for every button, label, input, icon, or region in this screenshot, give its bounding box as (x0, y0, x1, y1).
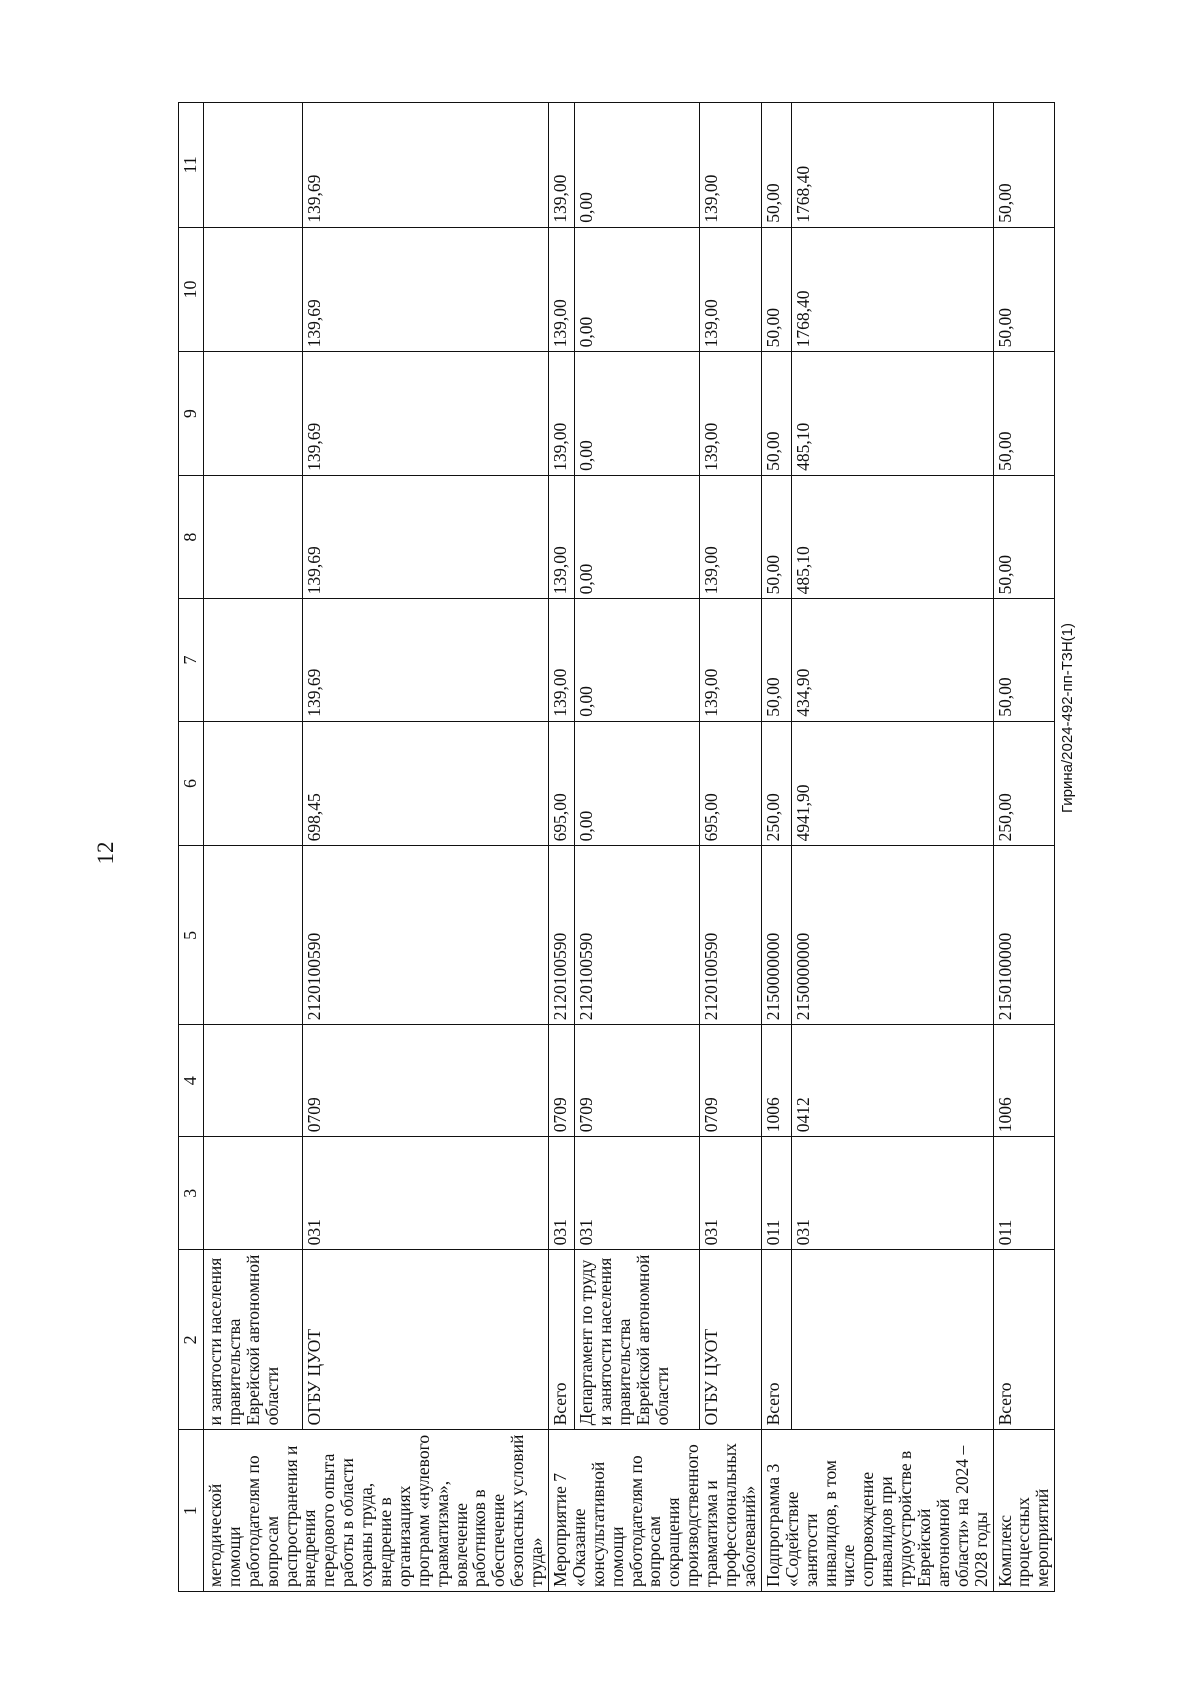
executor-cell: Всего (761, 1250, 791, 1430)
value-cell: 0709 (303, 1025, 549, 1137)
column-header: 8 (179, 475, 204, 599)
value-cell: 50,00 (993, 599, 1055, 721)
table-header-row (179, 103, 204, 1592)
value-cell: 1006 (993, 1025, 1055, 1137)
budget-table-container (178, 102, 1053, 1592)
value-cell (204, 599, 303, 721)
value-cell: 50,00 (993, 227, 1055, 352)
value-cell: 139,00 (699, 599, 761, 721)
value-cell: 139,00 (549, 227, 575, 352)
value-cell: 50,00 (993, 103, 1055, 228)
value-cell: 0709 (574, 1025, 699, 1137)
value-cell: 011 (761, 1137, 791, 1250)
value-cell: 139,69 (303, 475, 549, 599)
value-cell: 139,00 (699, 352, 761, 476)
document-code: Гирина/2024-492-пп-ТЗН(1) (1059, 622, 1076, 814)
value-cell: 2150100000 (993, 846, 1055, 1025)
value-cell: 50,00 (761, 352, 791, 476)
value-cell: 0,00 (574, 103, 699, 228)
column-header: 11 (179, 103, 204, 228)
row-title-cell: Комплекс процессных мероприятий (993, 1430, 1055, 1592)
value-cell: 50,00 (761, 475, 791, 599)
value-cell: 0,00 (574, 227, 699, 352)
value-cell: 250,00 (993, 721, 1055, 846)
column-header: 4 (179, 1025, 204, 1137)
value-cell: 698,45 (303, 721, 549, 846)
value-cell (204, 721, 303, 846)
value-cell: 2120100590 (303, 846, 549, 1025)
table-row (574, 103, 699, 1592)
value-cell: 0,00 (574, 475, 699, 599)
executor-cell: и занятости населения правительства Еврейской автономной области (204, 1250, 303, 1430)
value-cell (204, 475, 303, 599)
value-cell: 0709 (699, 1025, 761, 1137)
value-cell: 031 (574, 1137, 699, 1250)
value-cell: 139,00 (549, 599, 575, 721)
value-cell: 139,00 (549, 475, 575, 599)
column-header: 10 (179, 227, 204, 352)
value-cell (204, 846, 303, 1025)
executor-cell: Департамент по труду и занятости населения правительства Еврейской автономной области (574, 1250, 699, 1430)
column-header: 3 (179, 1137, 204, 1250)
value-cell: 139,69 (303, 227, 549, 352)
value-cell: 011 (993, 1137, 1055, 1250)
executor-cell: ОГБУ ЦУОТ (303, 1250, 549, 1430)
value-cell: 485,10 (792, 475, 993, 599)
value-cell: 4941,90 (792, 721, 993, 846)
row-title-cell: методической помощи работодателям по вопросам распространения и внедрения передового опыта работы в области охраны труда, внедрение в организациях программ «нулевого травматизма», вовлечение работников в обеспечение безопасных условий труда» (204, 1430, 549, 1592)
value-cell: 485,10 (792, 352, 993, 476)
value-cell: 1768,40 (792, 227, 993, 352)
value-cell: 695,00 (549, 721, 575, 846)
column-header: 1 (179, 1430, 204, 1592)
table-row (549, 103, 575, 1592)
page-number: 12 (93, 841, 118, 865)
value-cell (204, 103, 303, 228)
column-header: 6 (179, 721, 204, 846)
table-row (303, 103, 549, 1592)
value-cell: 139,00 (699, 103, 761, 228)
value-cell: 0709 (549, 1025, 575, 1137)
value-cell: 031 (303, 1137, 549, 1250)
row-title-cell: Мероприятие 7 «Оказание консультативной помощи работодателям по вопросам сокращения производственного травматизма и профессиональных заболеваний» (549, 1430, 762, 1592)
value-cell: 50,00 (761, 227, 791, 352)
value-cell: 139,00 (549, 103, 575, 228)
table-row (993, 103, 1055, 1592)
value-cell: 031 (792, 1137, 993, 1250)
value-cell (204, 352, 303, 476)
column-header: 9 (179, 352, 204, 476)
value-cell: 139,00 (699, 475, 761, 599)
executor-cell: Всего (993, 1250, 1055, 1430)
value-cell: 50,00 (761, 599, 791, 721)
value-cell: 1768,40 (792, 103, 993, 228)
value-cell: 50,00 (993, 475, 1055, 599)
table-row (699, 103, 761, 1592)
table-row (761, 103, 791, 1592)
value-cell: 031 (699, 1137, 761, 1250)
table-row (792, 103, 993, 1592)
value-cell: 0,00 (574, 721, 699, 846)
value-cell: 2150000000 (792, 846, 993, 1025)
executor-cell (792, 1250, 993, 1430)
value-cell: 139,00 (549, 352, 575, 476)
value-cell: 2150000000 (761, 846, 791, 1025)
value-cell: 0,00 (574, 352, 699, 476)
value-cell: 139,69 (303, 599, 549, 721)
value-cell: 139,00 (699, 227, 761, 352)
value-cell (204, 1025, 303, 1137)
value-cell: 50,00 (993, 352, 1055, 476)
value-cell: 250,00 (761, 721, 791, 846)
value-cell: 139,69 (303, 352, 549, 476)
value-cell: 2120100590 (549, 846, 575, 1025)
value-cell: 031 (549, 1137, 575, 1250)
table-row (204, 103, 303, 1592)
executor-cell: ОГБУ ЦУОТ (699, 1250, 761, 1430)
value-cell: 434,90 (792, 599, 993, 721)
value-cell (204, 1137, 303, 1250)
value-cell: 0,00 (574, 599, 699, 721)
value-cell: 0412 (792, 1025, 993, 1137)
value-cell: 1006 (761, 1025, 791, 1137)
value-cell: 695,00 (699, 721, 761, 846)
executor-cell: Всего (549, 1250, 575, 1430)
column-header: 2 (179, 1250, 204, 1430)
budget-table (178, 102, 1055, 1592)
row-title-cell: Подпрограмма 3 «Содействие занятости инвалидов, в том числе сопровождение инвалидов при трудоустройстве в Еврейской автономной области» на 2024 – 2028 годы (761, 1430, 993, 1592)
column-header: 7 (179, 599, 204, 721)
value-cell: 2120100590 (699, 846, 761, 1025)
column-header: 5 (179, 846, 204, 1025)
value-cell (204, 227, 303, 352)
value-cell: 139,69 (303, 103, 549, 228)
value-cell: 50,00 (761, 103, 791, 228)
value-cell: 2120100590 (574, 846, 699, 1025)
